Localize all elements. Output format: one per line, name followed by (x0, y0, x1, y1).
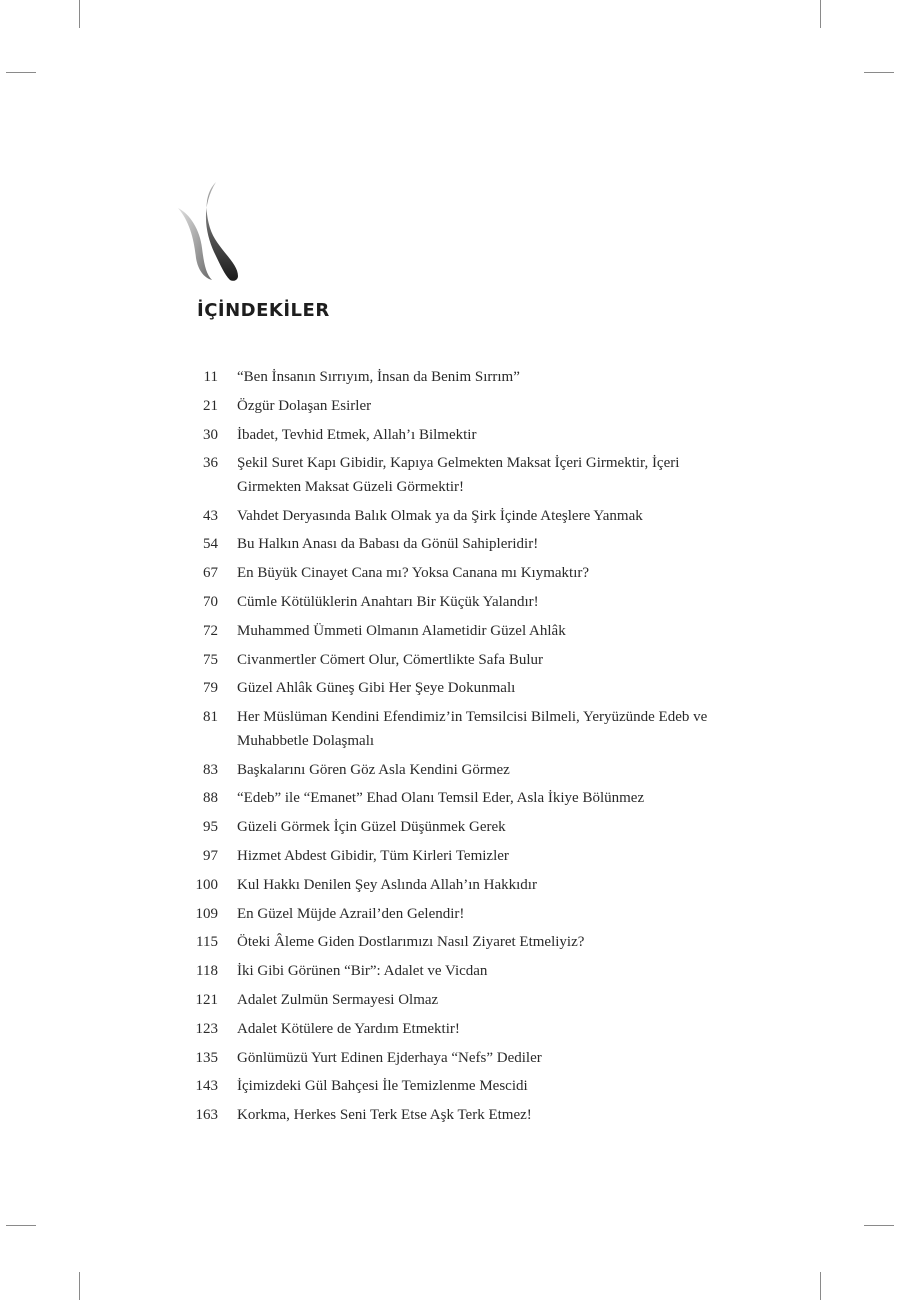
toc-page-number: 109 (195, 905, 218, 922)
toc-title: Kul Hakkı Denilen Şey Aslında Allah’ın Hakkıdır (237, 876, 537, 893)
toc-title: İki Gibi Görünen “Bir”: Adalet ve Vicdan (237, 963, 488, 980)
toc-page-number: 135 (195, 1049, 218, 1066)
toc-title: En Güzel Müjde Azrail’den Gelendir! (237, 905, 465, 922)
toc-entry[interactable] (190, 424, 710, 448)
calligraphy-ornament-icon (176, 178, 246, 282)
crop-mark-right-bottom (864, 1225, 894, 1226)
toc-entry[interactable] (190, 677, 710, 701)
toc-page-number: 75 (203, 651, 218, 668)
crop-mark-bottom-right (820, 1272, 821, 1300)
toc-entry[interactable] (190, 989, 710, 1013)
toc-title: Hizmet Abdest Gibidir, Tüm Kirleri Temizler (237, 847, 509, 864)
toc-page-number: 115 (196, 934, 218, 951)
toc-title: “Edeb” ile “Emanet” Ehad Olanı Temsil Eder, Asla İkiye Bölünmez (237, 790, 645, 807)
crop-mark-bottom-left (79, 1272, 80, 1300)
toc-entry[interactable] (190, 649, 710, 673)
toc-entry[interactable] (190, 1047, 710, 1071)
toc-page-number: 95 (203, 819, 218, 836)
toc-entry[interactable] (190, 960, 710, 984)
toc-page-number: 11 (203, 369, 218, 385)
toc-title: Her Müslüman Kendini Efendimiz’in Temsilcisi Bilmeli, Yeryüzünde Edeb ve Muhabbetle Dolaşmalı (237, 709, 708, 749)
toc-entry[interactable] (190, 1018, 710, 1042)
toc-entry[interactable] (190, 562, 710, 586)
toc-title: Gönlümüzü Yurt Edinen Ejderhaya “Nefs” Dediler (237, 1049, 542, 1066)
toc-title: Civanmertler Cömert Olur, Cömertlikte Safa Bulur (237, 651, 543, 668)
toc-page-number: 123 (195, 1020, 218, 1037)
toc-entry[interactable] (190, 395, 710, 419)
page-title: İÇİNDEKİLER (197, 300, 330, 321)
toc-entry[interactable] (190, 452, 710, 499)
toc-page-number: 72 (203, 622, 218, 639)
toc-title: Şekil Suret Kapı Gibidir, Kapıya Gelmekten Maksat İçeri Girmektir, İçeri Girmekten Maksat Güzeli Görmektir! (237, 455, 680, 495)
toc-entry[interactable] (190, 903, 710, 927)
toc-page-number: 121 (195, 991, 218, 1008)
toc-entry[interactable] (190, 706, 710, 753)
toc-page-number: 81 (203, 709, 218, 726)
toc-entry[interactable] (190, 1075, 710, 1099)
toc-title: Cümle Kötülüklerin Anahtarı Bir Küçük Yalandır! (237, 594, 539, 611)
toc-title: Güzeli Görmek İçin Güzel Düşünmek Gerek (237, 819, 506, 836)
toc-title: Adalet Zulmün Sermayesi Olmaz (237, 991, 439, 1008)
toc-page-number: 79 (203, 680, 218, 697)
toc-page-number: 100 (195, 876, 218, 893)
toc-title: En Büyük Cinayet Cana mı? Yoksa Canana mı Kıymaktır? (237, 565, 590, 582)
toc-page-number: 143 (195, 1078, 218, 1095)
toc-title: Korkma, Herkes Seni Terk Etse Aşk Terk Etmez! (237, 1107, 532, 1124)
toc-entry[interactable] (190, 620, 710, 644)
toc-page-number: 36 (203, 455, 218, 472)
toc-page-number: 30 (203, 426, 218, 443)
toc-page-number: 97 (203, 847, 218, 864)
toc-title: İbadet, Tevhid Etmek, Allah’ı Bilmektir (237, 426, 477, 443)
toc-title: Adalet Kötülere de Yardım Etmektir! (237, 1020, 460, 1037)
toc-entry[interactable] (190, 505, 710, 529)
toc-title: İçimizdeki Gül Bahçesi İle Temizlenme Mescidi (237, 1078, 528, 1095)
toc-entry[interactable] (190, 533, 710, 557)
toc-title: Özgür Dolaşan Esirler (237, 397, 372, 414)
crop-mark-top-right (820, 0, 821, 28)
toc-entry[interactable] (190, 816, 710, 840)
toc-title: Bu Halkın Anası da Babası da Gönül Sahipleridir! (237, 536, 539, 553)
toc-page-number: 118 (196, 963, 218, 980)
toc-page-number: 88 (203, 790, 218, 807)
table-of-contents (190, 366, 710, 1133)
toc-page-number: 21 (203, 397, 218, 414)
toc-entry[interactable] (190, 931, 710, 955)
toc-page-number: 163 (195, 1107, 218, 1124)
toc-page-number: 54 (203, 536, 218, 553)
toc-entry[interactable] (190, 759, 710, 783)
toc-entry[interactable] (190, 1104, 710, 1128)
toc-page-number: 67 (203, 565, 218, 582)
toc-title: Öteki Âleme Giden Dostlarımızı Nasıl Ziyaret Etmeliyiz? (237, 934, 585, 951)
toc-entry[interactable] (190, 845, 710, 869)
toc-entry[interactable] (190, 787, 710, 811)
toc-page-number: 43 (203, 507, 218, 524)
toc-entry[interactable] (190, 366, 710, 390)
toc-title: Muhammed Ümmeti Olmanın Alametidir Güzel Ahlâk (237, 622, 566, 639)
crop-mark-right-top (864, 72, 894, 73)
toc-title: Güzel Ahlâk Güneş Gibi Her Şeye Dokunmalı (237, 680, 516, 697)
toc-entry[interactable] (190, 874, 710, 898)
toc-page-number: 70 (203, 594, 218, 611)
toc-title: Başkalarını Gören Göz Asla Kendini Görmez (237, 761, 510, 778)
crop-mark-left-top (6, 72, 36, 73)
toc-page-number: 83 (203, 761, 218, 778)
crop-mark-top-left (79, 0, 80, 28)
toc-title: Vahdet Deryasında Balık Olmak ya da Şirk İçinde Ateşlere Yanmak (237, 507, 643, 524)
toc-title: “Ben İnsanın Sırrıyım, İnsan da Benim Sırrım” (237, 369, 520, 385)
crop-mark-left-bottom (6, 1225, 36, 1226)
toc-entry[interactable] (190, 591, 710, 615)
